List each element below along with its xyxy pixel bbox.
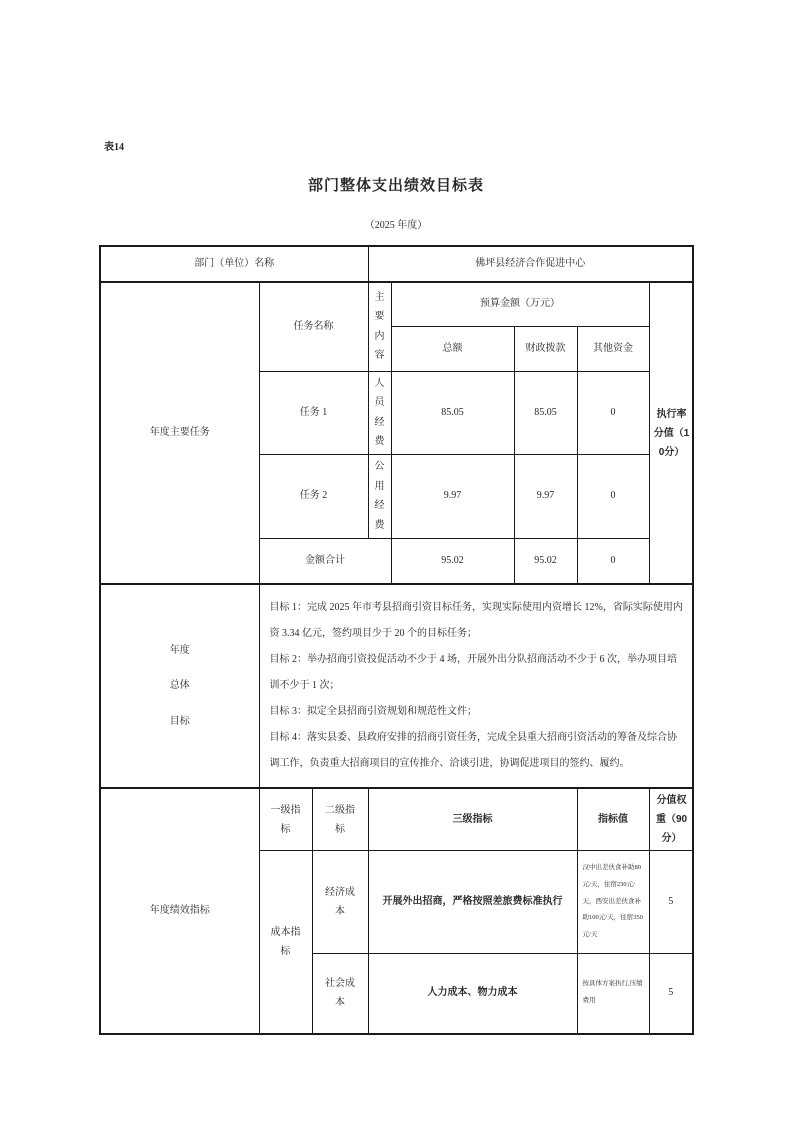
goal-2-text: 目标 2：举办招商引资投促活动不少于 4 场，开展外出分队招商活动不少于 6 次，举办项目培训不少于 1 次； <box>269 654 677 691</box>
task1-other-cell: 0 <box>577 371 649 454</box>
amount-total-other-cell: 0 <box>577 538 649 584</box>
task2-fiscal-cell: 9.97 <box>514 454 577 538</box>
performance-target-table <box>99 245 694 1035</box>
budget-amount-header-cell: 预算金额（万元） <box>391 282 649 326</box>
social-cost-weight-cell: 5 <box>649 954 693 1034</box>
social-cost-label-text: 社会成本 <box>325 978 355 1009</box>
social-cost-value-cell: 按具体方案执行,压缩费用 <box>577 954 649 1034</box>
task1-content-text: 人员经费 <box>374 377 385 447</box>
task2-content-cell <box>368 454 391 538</box>
main-content-header-cell <box>368 282 391 371</box>
annual-overall-goal-label-cell <box>100 584 259 788</box>
level1-header-cell <box>259 788 312 851</box>
level2-header-cell <box>312 788 368 851</box>
goal-3-text: 目标 3：拟定全县招商引资规划和规范性文件； <box>269 706 477 717</box>
task-header-row-1 <box>100 282 693 326</box>
indicator-value-header-cell: 指标值 <box>577 788 649 851</box>
social-cost-indicator-cell: 人力成本、物力成本 <box>368 954 577 1034</box>
task2-other-cell: 0 <box>577 454 649 538</box>
total-col-header-cell: 总额 <box>391 326 514 371</box>
task-name-header-cell: 任务名称 <box>259 282 368 371</box>
goal-1-text: 目标 1：完成 2025 年市考县招商引资目标任务，实现实际使用内资增长 12%，省际实际使用内资 3.34 亿元，签约项目少于 20 个的目标任务； <box>269 602 683 639</box>
score-weight-header-text: 分值权重（90分） <box>655 795 688 844</box>
execution-rate-score-cell <box>649 282 693 584</box>
economic-cost-indicator-cell: 开展外出招商，严格按照差旅费标准执行 <box>368 851 577 954</box>
task1-content-cell <box>368 371 391 454</box>
economic-cost-value-cell: 汉中出差伙食补助80元/天，住宿230元/天，西安出差伙食补助100元/天，住宿350元/天 <box>577 851 649 954</box>
annual-goals-row <box>100 584 693 788</box>
other-funds-col-header-cell: 其他资金 <box>577 326 649 371</box>
economic-cost-label-cell <box>312 851 368 954</box>
fiscal-col-header-cell: 财政拨款 <box>514 326 577 371</box>
annual-performance-label-cell: 年度绩效指标 <box>100 788 259 1034</box>
annual-overall-goal-label-text: 年度总体目标 <box>169 644 190 727</box>
annual-main-tasks-label-cell: 年度主要任务 <box>100 282 259 584</box>
amount-total-fiscal-cell: 95.02 <box>514 538 577 584</box>
indicator-header-row <box>100 788 693 851</box>
cost-indicator-group-cell <box>259 851 312 1034</box>
task1-name-cell: 任务 1 <box>259 371 368 454</box>
document-year-subtitle: （2025 年度） <box>364 220 428 231</box>
execution-rate-score-text: 执行率分值（10分） <box>653 408 690 458</box>
task1-fiscal-cell: 85.05 <box>514 371 577 454</box>
level3-header-cell: 三级指标 <box>368 788 577 851</box>
task2-content-text: 公用经费 <box>374 461 385 531</box>
dept-name-row <box>100 246 693 282</box>
dept-name-label-cell: 部门（单位）名称 <box>100 246 368 282</box>
dept-name-value-cell: 佛坪县经济合作促进中心 <box>368 246 693 282</box>
task2-total-cell: 9.97 <box>391 454 514 538</box>
amount-total-label-cell: 金额合计 <box>259 538 391 584</box>
economic-cost-label-text: 经济成本 <box>325 887 355 917</box>
table-number-label: 表14 <box>104 142 124 153</box>
goal-4-text: 目标 4：落实县委、县政府安排的招商引资任务，完成全县重大招商引资活动的筹备及综合协调工作，负责重大招商项目的宣传推介、洽谈引进，协调促进项目的签约、履约。 <box>269 732 677 769</box>
main-content-header-text: 主要内容 <box>374 291 385 362</box>
task1-total-cell: 85.05 <box>391 371 514 454</box>
amount-total-total-cell: 95.02 <box>391 538 514 584</box>
cost-indicator-group-text: 成本指标 <box>270 926 301 957</box>
level1-header-text: 一级指标 <box>270 804 301 835</box>
task2-name-cell: 任务 2 <box>259 454 368 538</box>
document-title: 部门整体支出绩效目标表 <box>307 177 484 194</box>
economic-cost-weight-cell: 5 <box>649 851 693 954</box>
social-cost-label-cell <box>312 954 368 1034</box>
score-weight-header-cell <box>649 788 693 851</box>
annual-goals-text-cell <box>259 584 693 788</box>
level2-header-text: 二级指标 <box>325 804 355 835</box>
